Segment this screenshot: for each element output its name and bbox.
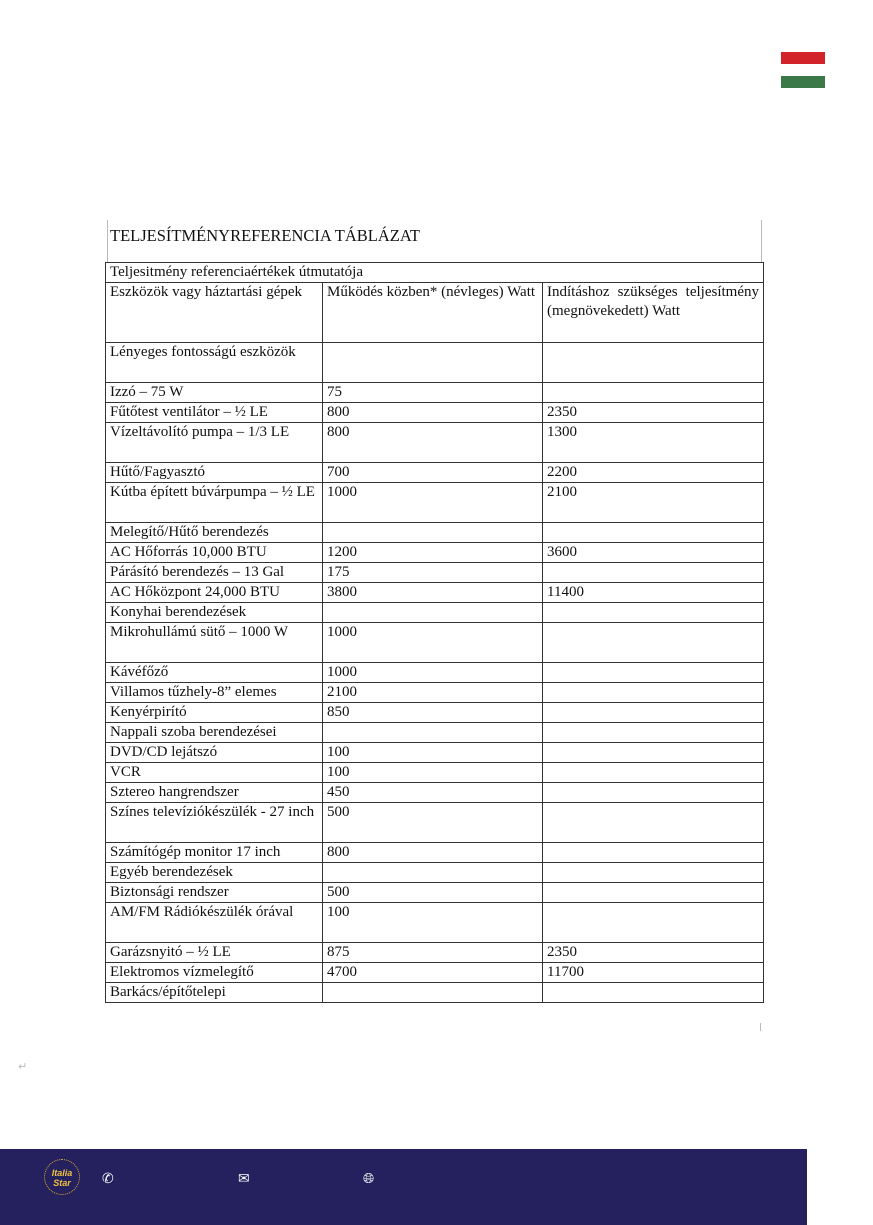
starting-watt-cell: 1300 (543, 423, 764, 463)
starting-watt-cell (543, 703, 764, 723)
starting-watt-cell: 11700 (543, 963, 764, 983)
italia-star-logo: Italia Star (44, 1159, 80, 1195)
table-row (106, 663, 764, 683)
document-title: TELJESÍTMÉNYREFERENCIA TÁBLÁZAT (110, 226, 420, 245)
running-watt-cell: 1000 (323, 623, 543, 663)
table-row (106, 803, 764, 843)
starting-watt-cell: 3600 (543, 543, 764, 563)
device-cell: AM/FM Rádiókészülék órával (106, 903, 323, 943)
starting-watt-cell: 2100 (543, 483, 764, 523)
table-row (106, 423, 764, 463)
device-cell: Számítógép monitor 17 inch (106, 843, 323, 863)
running-watt-cell: 100 (323, 743, 543, 763)
table-row (106, 963, 764, 983)
device-cell: Fűtőtest ventilátor – ½ LE (106, 403, 323, 423)
starting-watt-cell: 11400 (543, 583, 764, 603)
device-cell: Izzó – 75 W (106, 383, 323, 403)
running-watt-cell: 500 (323, 803, 543, 843)
globe-icon[interactable]: 🌐︎ (363, 1171, 375, 1187)
phone-icon[interactable]: ✆ (102, 1171, 114, 1187)
device-cell: Kenyérpirító (106, 703, 323, 723)
header-device: Eszközök vagy háztartási gépek (106, 283, 323, 343)
starting-watt-cell (543, 843, 764, 863)
running-watt-cell (323, 523, 543, 543)
table-row (106, 843, 764, 863)
device-cell: Melegítő/Hűtő berendezés (106, 523, 323, 543)
hungarian-flag (781, 52, 825, 88)
footer-bar (0, 1149, 807, 1225)
table-row (106, 343, 764, 383)
device-cell: Kútba épített búvárpumpa – ½ LE (106, 483, 323, 523)
starting-watt-cell (543, 623, 764, 663)
table-row (106, 383, 764, 403)
table-row (106, 603, 764, 623)
table-row (106, 743, 764, 763)
power-reference-table (105, 262, 764, 1003)
page-mark-icon: ↵ (18, 1060, 28, 1073)
running-watt-cell (323, 863, 543, 883)
starting-watt-cell (543, 783, 764, 803)
table-row (106, 543, 764, 563)
running-watt-cell: 800 (323, 843, 543, 863)
device-cell: Párásító berendezés – 13 Gal (106, 563, 323, 583)
running-watt-cell: 850 (323, 703, 543, 723)
running-watt-cell (323, 343, 543, 383)
table-caption: Teljesitmény referenciaértékek útmutatója (106, 263, 764, 283)
starting-watt-cell (543, 903, 764, 943)
device-cell: Nappali szoba berendezései (106, 723, 323, 743)
running-watt-cell (323, 723, 543, 743)
device-cell: DVD/CD lejátszó (106, 743, 323, 763)
table-row (106, 763, 764, 783)
device-cell: Hűtő/Fagyasztó (106, 463, 323, 483)
starting-watt-cell (543, 563, 764, 583)
table-row (106, 883, 764, 903)
header-running-watt: Működés közben* (névleges) Watt (323, 283, 543, 343)
device-cell: Sztereo hangrendszer (106, 783, 323, 803)
device-cell: Mikrohullámú sütő – 1000 W (106, 623, 323, 663)
starting-watt-cell (543, 863, 764, 883)
running-watt-cell: 175 (323, 563, 543, 583)
table-header-row (106, 283, 764, 343)
running-watt-cell: 1200 (323, 543, 543, 563)
running-watt-cell: 800 (323, 423, 543, 463)
table-row (106, 483, 764, 523)
table-row (106, 863, 764, 883)
device-cell: AC Hőforrás 10,000 BTU (106, 543, 323, 563)
starting-watt-cell (543, 343, 764, 383)
running-watt-cell: 1000 (323, 663, 543, 683)
running-watt-cell: 75 (323, 383, 543, 403)
running-watt-cell (323, 603, 543, 623)
starting-watt-cell: 2200 (543, 463, 764, 483)
device-cell: Villamos tűzhely-8” elemes (106, 683, 323, 703)
running-watt-cell (323, 983, 543, 1003)
device-cell: Egyéb berendezések (106, 863, 323, 883)
device-cell: Garázsnyitó – ½ LE (106, 943, 323, 963)
starting-watt-cell (543, 983, 764, 1003)
header-starting-watt: Indításhoz szükséges teljesítmény (megnövekedett) Watt (543, 283, 764, 343)
running-watt-cell: 875 (323, 943, 543, 963)
device-cell: Elektromos vízmelegítő (106, 963, 323, 983)
table-row (106, 623, 764, 663)
starting-watt-cell (543, 663, 764, 683)
table-row (106, 983, 764, 1003)
running-watt-cell: 2100 (323, 683, 543, 703)
running-watt-cell: 100 (323, 763, 543, 783)
starting-watt-cell (543, 803, 764, 843)
device-cell: Konyhai berendezések (106, 603, 323, 623)
starting-watt-cell (543, 523, 764, 543)
device-cell: Biztonsági rendszer (106, 883, 323, 903)
table-row (106, 463, 764, 483)
starting-watt-cell: 2350 (543, 403, 764, 423)
table-row (106, 683, 764, 703)
table-row (106, 703, 764, 723)
table-row (106, 783, 764, 803)
running-watt-cell: 1000 (323, 483, 543, 523)
table-row (106, 903, 764, 943)
running-watt-cell: 700 (323, 463, 543, 483)
starting-watt-cell (543, 683, 764, 703)
table-row (106, 723, 764, 743)
device-cell: AC Hőközpont 24,000 BTU (106, 583, 323, 603)
starting-watt-cell (543, 383, 764, 403)
starting-watt-cell (543, 743, 764, 763)
mail-icon[interactable]: ✉ (238, 1171, 250, 1187)
running-watt-cell: 450 (323, 783, 543, 803)
frame-line (760, 1023, 761, 1031)
device-cell: VCR (106, 763, 323, 783)
table-row (106, 943, 764, 963)
table-caption-row (106, 263, 764, 283)
starting-watt-cell (543, 763, 764, 783)
running-watt-cell: 3800 (323, 583, 543, 603)
running-watt-cell: 500 (323, 883, 543, 903)
running-watt-cell: 800 (323, 403, 543, 423)
starting-watt-cell (543, 723, 764, 743)
running-watt-cell: 100 (323, 903, 543, 943)
starting-watt-cell (543, 603, 764, 623)
device-cell: Kávéfőző (106, 663, 323, 683)
table-row (106, 583, 764, 603)
device-cell: Színes televíziókészülék - 27 inch (106, 803, 323, 843)
starting-watt-cell: 2350 (543, 943, 764, 963)
device-cell: Barkács/építőtelepi (106, 983, 323, 1003)
table-row (106, 563, 764, 583)
device-cell: Vízeltávolító pumpa – 1/3 LE (106, 423, 323, 463)
starting-watt-cell (543, 883, 764, 903)
table-row (106, 523, 764, 543)
table-row (106, 403, 764, 423)
running-watt-cell: 4700 (323, 963, 543, 983)
device-cell: Lényeges fontosságú eszközök (106, 343, 323, 383)
